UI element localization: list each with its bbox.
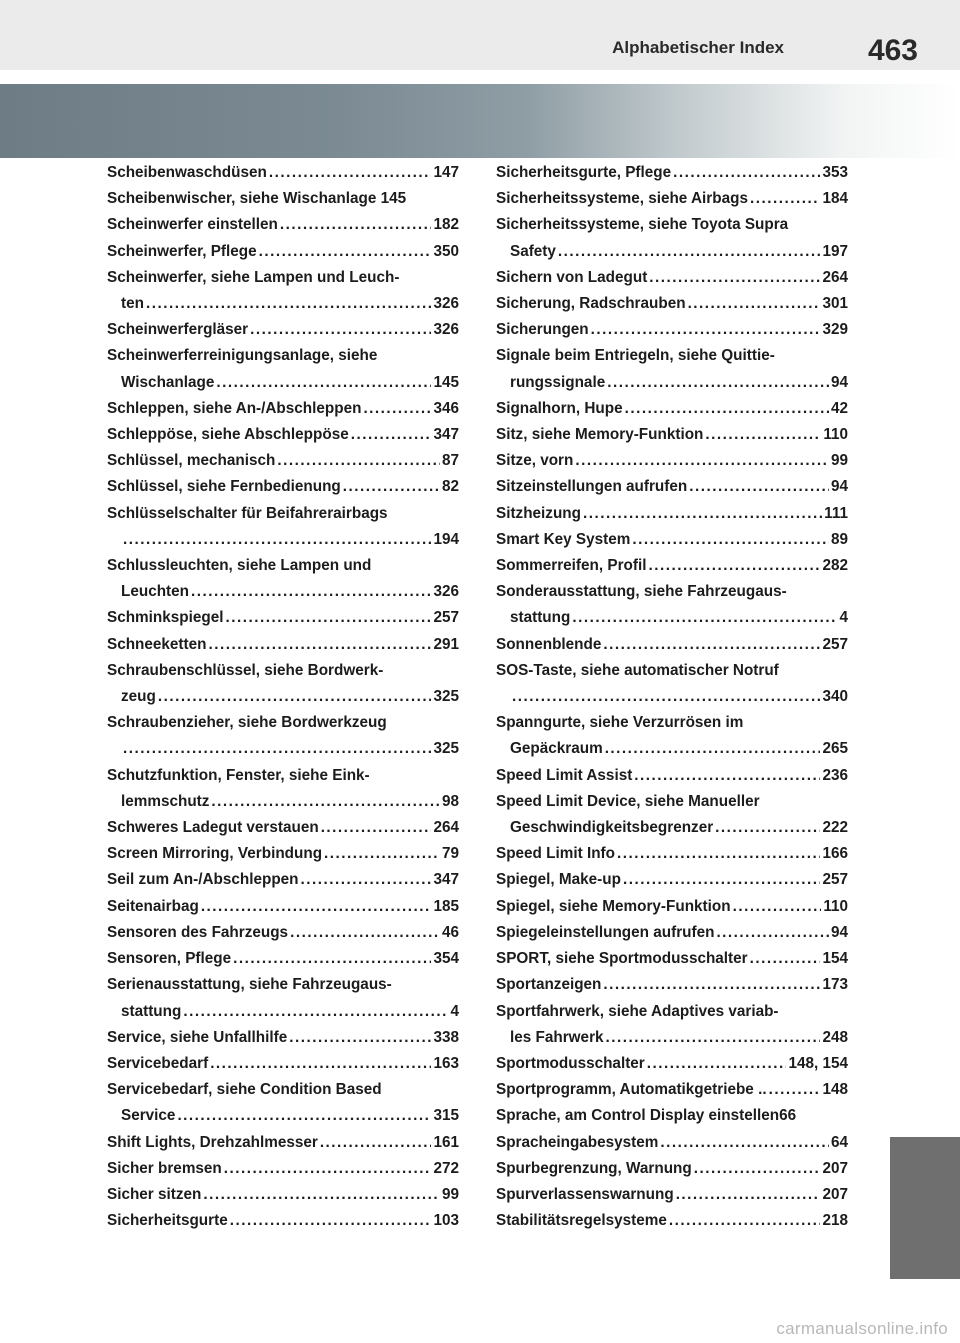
entry-label: Smart Key System bbox=[496, 530, 631, 548]
entry-label-continuation: Leuchten bbox=[121, 583, 189, 601]
index-entry bbox=[107, 1025, 459, 1051]
leader-dots bbox=[623, 867, 821, 893]
entry-page: 185 bbox=[433, 897, 459, 915]
index-entry bbox=[496, 474, 848, 500]
entry-label: Schlussleuchten, siehe Lampen und bbox=[107, 557, 372, 575]
entry-label: SOS-Taste, siehe automatischer Notruf bbox=[496, 661, 779, 679]
entry-label: Spiegel, Make-up bbox=[496, 871, 621, 889]
leader-dots bbox=[259, 239, 432, 265]
entry-label: Schneeketten bbox=[107, 635, 207, 653]
entry-label-continuation: rungssignale bbox=[510, 373, 606, 391]
leader-dots bbox=[705, 422, 821, 448]
entry-page: 89 bbox=[830, 530, 848, 548]
entry-page: 347 bbox=[433, 426, 459, 444]
index-entry bbox=[496, 291, 848, 317]
index-entry bbox=[107, 160, 459, 186]
leader-dots bbox=[603, 632, 820, 658]
entry-page: 148, 154 bbox=[788, 1054, 848, 1072]
entry-label: Seil zum An-/Abschleppen bbox=[107, 871, 299, 889]
entry-page: 99 bbox=[830, 452, 848, 470]
index-entry bbox=[107, 763, 459, 815]
entry-label: Speed Limit Device, siehe Manueller bbox=[496, 792, 760, 810]
entry-label: Sportanzeigen bbox=[496, 976, 602, 994]
leader-dots bbox=[343, 474, 440, 500]
entry-page: 272 bbox=[433, 1159, 459, 1177]
index-entry bbox=[496, 396, 848, 422]
index-entry bbox=[496, 710, 848, 762]
entry-page: 161 bbox=[433, 1133, 459, 1151]
entry-page: 4 bbox=[450, 1002, 459, 1020]
index-entry bbox=[107, 474, 459, 500]
leader-dots bbox=[673, 160, 820, 186]
entry-page: 154 bbox=[822, 950, 848, 968]
index-entry bbox=[496, 658, 848, 710]
entry-label: Scheinwerferreinigungsanlage, siehe bbox=[107, 347, 378, 365]
entry-page: 94 bbox=[830, 478, 848, 496]
index-entry bbox=[496, 422, 848, 448]
leader-dots bbox=[733, 894, 822, 920]
entry-label: Scheibenwaschdüsen bbox=[107, 164, 267, 181]
header-gradient-band bbox=[0, 84, 960, 158]
index-entry bbox=[496, 1103, 848, 1129]
leader-dots bbox=[649, 265, 820, 291]
entry-page: 166 bbox=[822, 845, 848, 863]
entry-page: 103 bbox=[433, 1212, 459, 1230]
entry-page: 173 bbox=[822, 976, 848, 994]
entry-page: 99 bbox=[441, 1185, 459, 1203]
index-entry bbox=[107, 946, 459, 972]
index-entry bbox=[107, 658, 459, 710]
leader-dots bbox=[321, 815, 432, 841]
leader-dots bbox=[591, 317, 821, 343]
leader-dots bbox=[583, 501, 822, 527]
entry-page: 98 bbox=[441, 792, 459, 810]
entry-label: Schraubenzieher, siehe Bordwerkzeug bbox=[107, 714, 387, 732]
index-entry bbox=[496, 1182, 848, 1208]
leader-dots bbox=[320, 1130, 432, 1156]
entry-label: Sitze, vorn bbox=[496, 452, 574, 470]
entry-page: 248 bbox=[822, 1028, 848, 1046]
index-entry bbox=[496, 999, 848, 1051]
entry-label: Sichern von Ladegut bbox=[496, 268, 648, 286]
index-entry bbox=[496, 160, 848, 186]
entry-page: 218 bbox=[822, 1212, 848, 1230]
entry-label: Sensoren, Pflege bbox=[107, 950, 232, 968]
leader-dots bbox=[660, 1130, 829, 1156]
entry-label-continuation: zeug bbox=[121, 688, 156, 706]
leader-dots bbox=[648, 553, 820, 579]
entry-label: Stabilitätsregelsysteme bbox=[496, 1212, 667, 1230]
leader-dots bbox=[201, 894, 432, 920]
entry-label: Schraubenschlüssel, siehe Bordwerk- bbox=[107, 661, 384, 679]
entry-page: 207 bbox=[822, 1159, 848, 1177]
leader-dots bbox=[669, 1208, 821, 1234]
entry-page: 197 bbox=[822, 242, 848, 260]
entry-page: 194 bbox=[433, 530, 459, 548]
page-number: 463 bbox=[867, 34, 918, 67]
leader-dots bbox=[694, 1156, 821, 1182]
entry-label-continuation: Geschwindigkeitsbegrenzer bbox=[510, 819, 714, 837]
leader-dots bbox=[123, 527, 431, 553]
index-entry bbox=[496, 632, 848, 658]
leader-dots bbox=[363, 396, 431, 422]
entry-page: 257 bbox=[822, 635, 848, 653]
entry-label: Sommerreifen, Profil bbox=[496, 557, 647, 575]
entry-label: Sportmodusschalter bbox=[496, 1054, 645, 1072]
index-entry bbox=[496, 763, 848, 789]
index-entry bbox=[107, 1051, 459, 1077]
entry-page: 94 bbox=[830, 923, 848, 941]
leader-dots bbox=[512, 684, 820, 710]
entry-label-continuation: stattung bbox=[510, 609, 571, 627]
entry-page: 315 bbox=[433, 1107, 459, 1125]
entry-label: Serienausstattung, siehe Fahrzeugaus- bbox=[107, 976, 392, 994]
entry-label: Sicher sitzen bbox=[107, 1185, 202, 1203]
entry-label: Sicher bremsen bbox=[107, 1159, 222, 1177]
entry-label: Scheinwerfer einstellen bbox=[107, 216, 278, 234]
leader-dots bbox=[290, 920, 440, 946]
entry-label: Spiegeleinstellungen aufrufen bbox=[496, 923, 715, 941]
leader-dots bbox=[208, 632, 431, 658]
leader-dots bbox=[716, 920, 829, 946]
index-column-right bbox=[496, 160, 848, 1234]
index-entry bbox=[496, 265, 848, 291]
index-entry bbox=[107, 894, 459, 920]
leader-dots bbox=[575, 448, 829, 474]
entry-page: 347 bbox=[433, 871, 459, 889]
chapter-tab bbox=[890, 1137, 960, 1279]
index-entry bbox=[496, 841, 848, 867]
index-entry bbox=[107, 422, 459, 448]
entry-page: 350 bbox=[433, 242, 459, 260]
entry-page: 325 bbox=[433, 740, 459, 758]
leader-dots bbox=[224, 1156, 432, 1182]
entry-label: Signale beim Entriegeln, siehe Quittie- bbox=[496, 347, 775, 365]
entry-page: 222 bbox=[822, 819, 848, 837]
entry-label-continuation: les Fahrwerk bbox=[510, 1028, 604, 1046]
index-entry bbox=[107, 239, 459, 265]
entry-label: Schutzfunktion, Fenster, siehe Eink- bbox=[107, 766, 370, 784]
entry-label: Seitenairbag bbox=[107, 897, 199, 915]
entry-label: Spurverlassenswarnung bbox=[496, 1185, 674, 1203]
entry-page: 265 bbox=[822, 740, 848, 758]
leader-dots bbox=[689, 474, 829, 500]
entry-label: Spanngurte, siehe Verzurrösen im bbox=[496, 714, 744, 732]
index-entry bbox=[496, 448, 848, 474]
entry-label: Sprache, am Control Display einstellen66 bbox=[496, 1107, 797, 1125]
entry-page: 64 bbox=[830, 1133, 848, 1151]
leader-dots bbox=[715, 815, 820, 841]
leader-dots bbox=[211, 789, 440, 815]
entry-label: Servicebedarf, siehe Condition Based bbox=[107, 1081, 382, 1099]
entry-label: Schminkspiegel bbox=[107, 609, 224, 627]
entry-page: 87 bbox=[441, 452, 459, 470]
entry-label: Schleppen, siehe An-/Abschleppen bbox=[107, 399, 362, 417]
entry-label: Speed Limit Info bbox=[496, 845, 615, 863]
entry-page: 346 bbox=[433, 399, 459, 417]
entry-page: 325 bbox=[433, 688, 459, 706]
leader-dots bbox=[230, 1208, 432, 1234]
index-entry bbox=[107, 1077, 459, 1129]
entry-label: Screen Mirroring, Verbindung bbox=[107, 845, 323, 863]
index-entry bbox=[496, 501, 848, 527]
leader-dots bbox=[634, 763, 820, 789]
index-entry bbox=[496, 317, 848, 343]
entry-label: Sitz, siehe Memory-Funktion bbox=[496, 426, 704, 444]
entry-page: 110 bbox=[823, 897, 848, 915]
entry-label: Service, siehe Unfallhilfe bbox=[107, 1028, 288, 1046]
leader-dots bbox=[123, 736, 431, 762]
index-entry bbox=[496, 527, 848, 553]
entry-label: Schweres Ladegut verstauen bbox=[107, 819, 319, 837]
index-entry bbox=[107, 212, 459, 238]
entry-label: Sicherung, Radschrauben bbox=[496, 295, 686, 313]
entry-page: 301 bbox=[822, 295, 848, 313]
leader-dots bbox=[210, 1051, 431, 1077]
leader-dots bbox=[603, 972, 820, 998]
index-entry bbox=[107, 553, 459, 605]
leader-dots bbox=[572, 605, 837, 631]
index-entry bbox=[496, 789, 848, 841]
index-column-left bbox=[107, 160, 459, 1234]
entry-page: 147 bbox=[433, 164, 459, 181]
entry-page: 264 bbox=[433, 819, 459, 837]
entry-label: Shift Lights, Drehzahlmesser bbox=[107, 1133, 318, 1151]
leader-dots bbox=[625, 396, 829, 422]
entry-page: 4 bbox=[839, 609, 848, 627]
index-entry bbox=[496, 972, 848, 998]
index-entry bbox=[107, 867, 459, 893]
leader-dots bbox=[146, 291, 432, 317]
entry-page: 82 bbox=[441, 478, 459, 496]
entry-label: Sonnenblende bbox=[496, 635, 602, 653]
entry-page: 163 bbox=[433, 1054, 459, 1072]
entry-label: Signalhorn, Hupe bbox=[496, 399, 623, 417]
entry-label-continuation: stattung bbox=[121, 1002, 182, 1020]
index-entry bbox=[107, 1208, 459, 1234]
leader-dots bbox=[606, 1025, 821, 1051]
entry-label: Servicebedarf bbox=[107, 1054, 209, 1072]
index-entry bbox=[496, 553, 848, 579]
entry-label: Speed Limit Assist bbox=[496, 766, 633, 784]
entry-page: 94 bbox=[830, 373, 848, 391]
entry-label: Spurbegrenzung, Warnung bbox=[496, 1159, 692, 1177]
index-entry bbox=[107, 605, 459, 631]
watermark: carmanualsonline.info bbox=[776, 1319, 948, 1338]
index-entry bbox=[107, 1130, 459, 1156]
entry-label: Sitzheizung bbox=[496, 504, 581, 522]
leader-dots bbox=[177, 1103, 431, 1129]
entry-page: 207 bbox=[822, 1185, 848, 1203]
leader-dots bbox=[277, 448, 440, 474]
entry-label-continuation: lemmschutz bbox=[121, 792, 210, 810]
entry-label: Spracheingabesystem bbox=[496, 1133, 659, 1151]
entry-label: Scheinwerfer, Pflege bbox=[107, 242, 257, 260]
index-entry bbox=[107, 396, 459, 422]
entry-label-continuation: Safety bbox=[510, 242, 556, 260]
leader-dots bbox=[203, 1182, 440, 1208]
entry-page: 46 bbox=[441, 923, 459, 941]
entry-page: 338 bbox=[433, 1028, 459, 1046]
entry-label: Schlüssel, mechanisch bbox=[107, 452, 276, 470]
entry-label: Sicherheitsgurte bbox=[107, 1212, 228, 1230]
index-entry bbox=[107, 317, 459, 343]
leader-dots bbox=[250, 317, 431, 343]
leader-dots bbox=[558, 239, 821, 265]
entry-page: 111 bbox=[824, 504, 848, 522]
index-entry bbox=[107, 710, 459, 762]
entry-page: 329 bbox=[822, 321, 848, 339]
entry-page: 340 bbox=[822, 688, 848, 706]
entry-label-continuation: Wischanlage bbox=[121, 373, 215, 391]
entry-label: Scheinwerfer, siehe Lampen und Leuch- bbox=[107, 268, 400, 286]
entry-label: Scheibenwischer, siehe Wischanlage 145 bbox=[107, 190, 407, 208]
index-entry bbox=[107, 265, 459, 317]
index-entry bbox=[496, 1156, 848, 1182]
leader-dots bbox=[289, 1025, 431, 1051]
index-entry bbox=[107, 920, 459, 946]
leader-dots bbox=[769, 1077, 821, 1103]
index-entry bbox=[496, 894, 848, 920]
entry-label: SPORT, siehe Sportmodusschalter bbox=[496, 950, 748, 968]
entry-page: 236 bbox=[822, 766, 848, 784]
index-entry bbox=[496, 867, 848, 893]
entry-page: 184 bbox=[822, 190, 848, 208]
entry-label-continuation: Service bbox=[121, 1107, 176, 1125]
entry-label: Sportfahrwerk, siehe Adaptives variab- bbox=[496, 1002, 779, 1020]
leader-dots bbox=[301, 867, 432, 893]
leader-dots bbox=[688, 291, 821, 317]
header-bar bbox=[0, 0, 960, 70]
entry-label: Sonderausstattung, siehe Fahrzeugaus- bbox=[496, 583, 787, 601]
index-entry bbox=[107, 632, 459, 658]
entry-page: 257 bbox=[822, 871, 848, 889]
index-entry bbox=[107, 343, 459, 395]
index-entry bbox=[107, 186, 459, 212]
leader-dots bbox=[632, 527, 829, 553]
leader-dots bbox=[191, 579, 431, 605]
leader-dots bbox=[676, 1182, 821, 1208]
entry-page: 291 bbox=[433, 635, 459, 653]
index-entry bbox=[107, 815, 459, 841]
leader-dots bbox=[324, 841, 440, 867]
entry-page: 257 bbox=[433, 609, 459, 627]
entry-page: 282 bbox=[822, 557, 848, 575]
entry-page: 326 bbox=[433, 583, 459, 601]
entry-label-continuation: Gepäckraum bbox=[510, 740, 603, 758]
leader-dots bbox=[351, 422, 432, 448]
leader-dots bbox=[750, 186, 821, 212]
entry-page: 182 bbox=[433, 216, 459, 234]
leader-dots bbox=[607, 370, 829, 396]
index-entry bbox=[496, 186, 848, 212]
index-entry bbox=[107, 972, 459, 1024]
index-entry bbox=[107, 1156, 459, 1182]
index-entry bbox=[496, 579, 848, 631]
index-entry bbox=[496, 212, 848, 264]
entry-label: Sicherheitssysteme, siehe Toyota Supra bbox=[496, 216, 789, 234]
leader-dots bbox=[269, 160, 432, 186]
entry-page: 42 bbox=[830, 399, 848, 417]
entry-page: 354 bbox=[433, 950, 459, 968]
leader-dots bbox=[183, 999, 448, 1025]
entry-page: 79 bbox=[441, 845, 459, 863]
index-entry bbox=[107, 1182, 459, 1208]
leader-dots bbox=[617, 841, 820, 867]
entry-label: Sportprogramm, Automatikgetriebe .. bbox=[496, 1081, 767, 1099]
index-entry bbox=[107, 448, 459, 474]
index-entry bbox=[107, 501, 459, 553]
leader-dots bbox=[280, 212, 432, 238]
entry-label: Sitzeinstellungen aufrufen bbox=[496, 478, 688, 496]
entry-page: 264 bbox=[822, 268, 848, 286]
leader-dots bbox=[158, 684, 432, 710]
index-entry bbox=[496, 343, 848, 395]
entry-page: 353 bbox=[822, 164, 848, 181]
leader-dots bbox=[647, 1051, 787, 1077]
entry-page: 110 bbox=[823, 426, 848, 444]
entry-label: Schlüsselschalter für Beifahrerairbags bbox=[107, 504, 388, 522]
leader-dots bbox=[233, 946, 431, 972]
leader-dots bbox=[225, 605, 431, 631]
entry-label: Schleppöse, siehe Abschleppöse bbox=[107, 426, 349, 444]
entry-label: Scheinwerfergläser bbox=[107, 321, 249, 339]
index-entry bbox=[496, 1051, 848, 1077]
entry-page: 145 bbox=[433, 373, 459, 391]
entry-page: 326 bbox=[433, 321, 459, 339]
index-entry bbox=[496, 1077, 848, 1103]
leader-dots bbox=[750, 946, 821, 972]
index-entry bbox=[107, 841, 459, 867]
index-entry bbox=[496, 1208, 848, 1234]
entry-label: Sicherheitsgurte, Pflege bbox=[496, 164, 672, 181]
index-entry bbox=[496, 946, 848, 972]
entry-label: Sicherheitssysteme, siehe Airbags bbox=[496, 190, 748, 208]
leader-dots bbox=[605, 736, 821, 762]
index-entry bbox=[496, 1130, 848, 1156]
entry-label: Sensoren des Fahrzeugs bbox=[107, 923, 289, 941]
entry-label: Schlüssel, siehe Fernbedienung bbox=[107, 478, 341, 496]
entry-label-continuation: ten bbox=[121, 295, 144, 313]
entry-page: 148 bbox=[822, 1081, 848, 1099]
entry-page: 326 bbox=[433, 295, 459, 313]
entry-label: Spiegel, siehe Memory-Funktion bbox=[496, 897, 731, 915]
entry-label: Sicherungen bbox=[496, 321, 589, 339]
leader-dots bbox=[216, 370, 431, 396]
index-entry bbox=[496, 920, 848, 946]
section-title: Alphabetischer Index bbox=[612, 38, 784, 57]
